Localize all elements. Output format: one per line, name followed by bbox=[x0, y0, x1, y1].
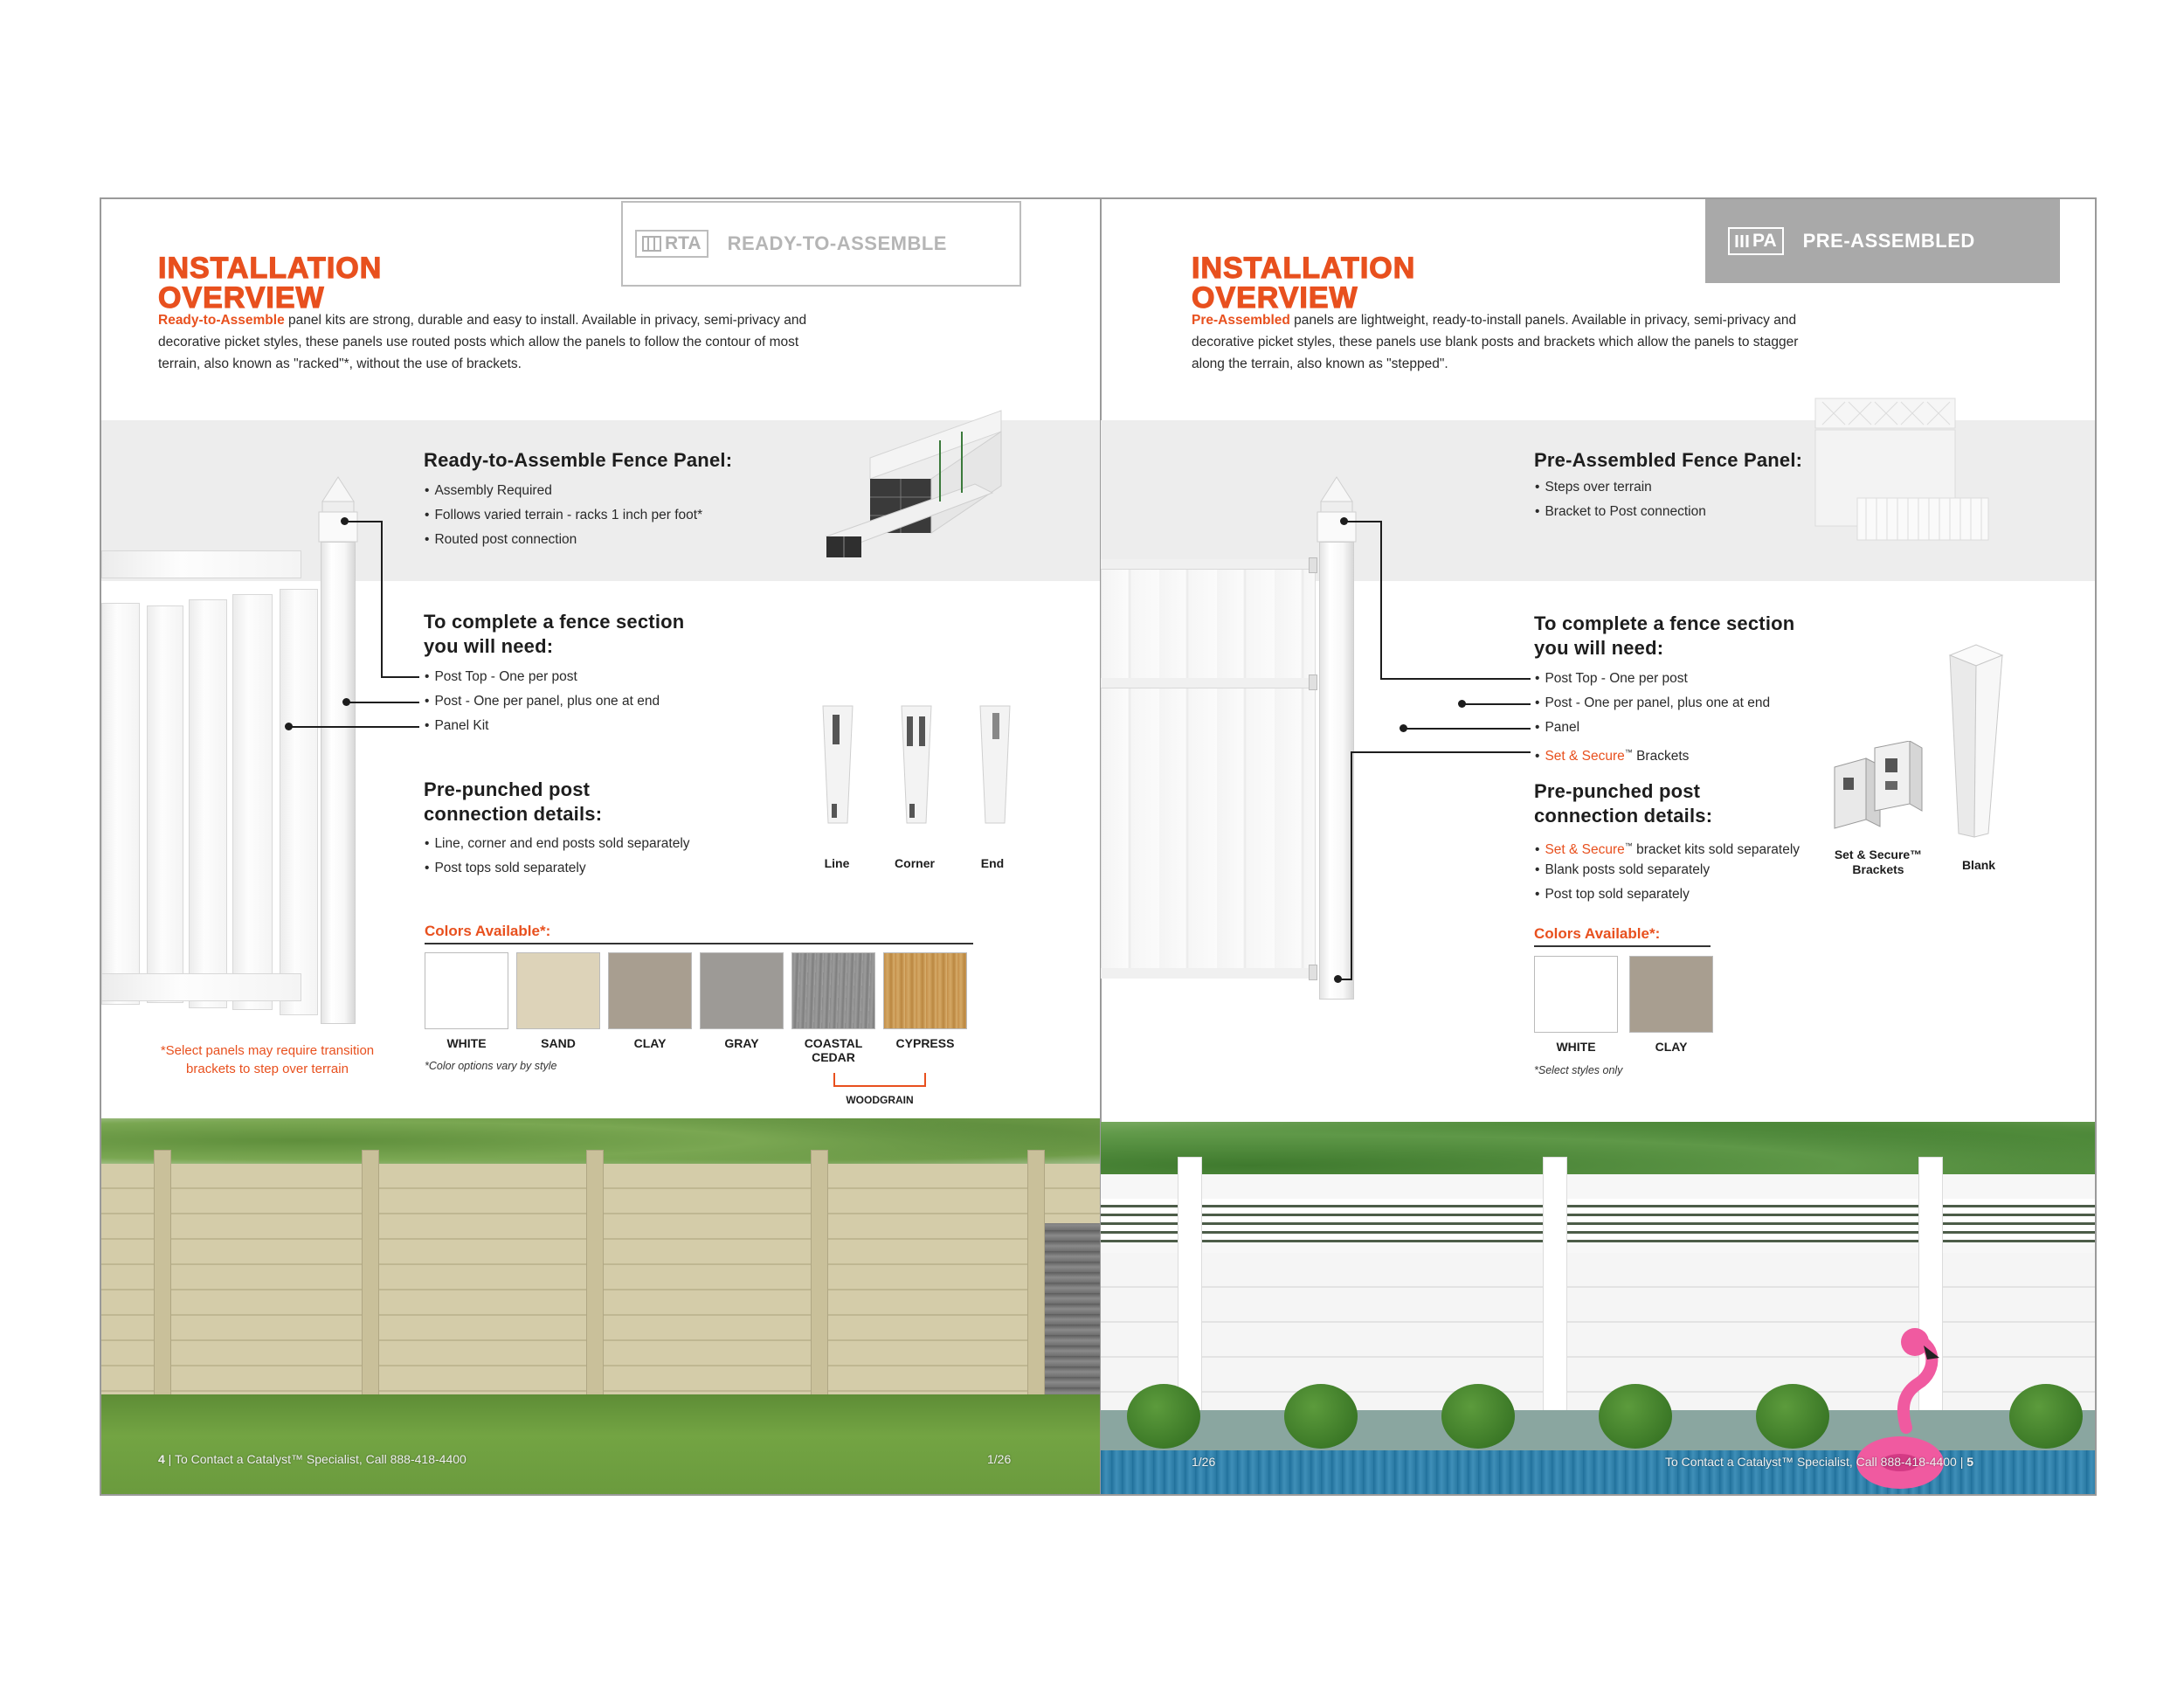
line-post-icon bbox=[823, 706, 853, 823]
title-line-1: INSTALLATION bbox=[158, 252, 383, 285]
section-heading-line-1: To complete a fence section bbox=[1534, 612, 1795, 634]
select-styles-note: *Select styles only bbox=[1534, 1064, 1623, 1076]
panel-heading: Pre-Assembled Fence Panel: bbox=[1534, 449, 1803, 471]
swatch-cypress bbox=[883, 952, 967, 1029]
colors-heading: Colors Available*: bbox=[1534, 925, 1661, 942]
panel-bullet: • Routed post connection bbox=[425, 528, 702, 552]
pa-post bbox=[1319, 542, 1354, 1000]
left-page bbox=[101, 199, 1101, 1494]
panel-bullet: • Assembly Required bbox=[425, 479, 702, 503]
swatch-label: CLAY bbox=[633, 1036, 667, 1050]
prepunched-bullet: • Line, corner and end posts sold separately bbox=[425, 832, 690, 856]
prepunched-heading-line-1: Pre-punched post bbox=[424, 778, 591, 800]
blank-post-label: Blank bbox=[1961, 858, 1996, 872]
swatch-label: COASTAL CEDAR bbox=[804, 1036, 863, 1064]
swatch-clay bbox=[1629, 956, 1713, 1033]
blank-post-icon bbox=[1939, 643, 2018, 844]
prepunched-heading bbox=[424, 778, 602, 827]
panel-bullets bbox=[1535, 475, 1706, 524]
intro-highlight: Pre-Assembled bbox=[1192, 313, 1290, 328]
terrain-note: *Select panels may require transition brackets to step over terrain bbox=[160, 1043, 375, 1076]
footer-date: 1/26 bbox=[1192, 1455, 1216, 1469]
prepunched-heading bbox=[1534, 779, 1712, 828]
colors-heading: Colors Available*: bbox=[425, 923, 551, 939]
title-line-2: OVERVIEW bbox=[1192, 281, 1358, 315]
prepunched-heading-line-1: Pre-punched post bbox=[1534, 780, 1701, 802]
rta-badge-label: READY-TO-ASSEMBLE bbox=[727, 232, 947, 254]
white-fence-pool-photo bbox=[1101, 1122, 2097, 1494]
panel-kit-box-illustration bbox=[818, 405, 1019, 563]
swatch-label: SAND bbox=[541, 1036, 576, 1050]
routed-posts-illustration bbox=[816, 701, 1026, 832]
right-page bbox=[1101, 199, 2097, 1494]
rta-badge-abbr bbox=[635, 230, 708, 258]
rta-post bbox=[321, 542, 356, 1024]
intro-highlight: Ready-to-Assemble bbox=[158, 313, 285, 328]
section-bullet: • Post Top - One per post bbox=[1535, 667, 1770, 691]
footer-contact: | To Contact a Catalyst™ Specialist, Call 888-418-4400 bbox=[164, 1452, 467, 1466]
section-heading-line-1: To complete a fence section bbox=[424, 611, 685, 633]
right-footer bbox=[1665, 1455, 1973, 1469]
left-footer bbox=[158, 1452, 467, 1466]
section-bullet: • Post - One per panel, plus one at end bbox=[425, 689, 660, 714]
intro-line-3: terrain, also known as "racked"*, without the use of brackets. bbox=[158, 356, 522, 371]
corner-post-icon bbox=[902, 706, 931, 823]
section-bullet: • Panel bbox=[1535, 716, 1770, 740]
title-line-1: INSTALLATION bbox=[1192, 252, 1416, 285]
prepunched-bullet: • Post top sold separately bbox=[1535, 882, 1800, 907]
page-title bbox=[158, 253, 382, 313]
prepunched-heading-line-2: connection details: bbox=[424, 803, 603, 825]
footer-contact: To Contact a Catalyst™ Specialist, Call 888-418-4400 | bbox=[1665, 1455, 1967, 1469]
post-cap-icon bbox=[1315, 475, 1358, 545]
swatch-coastal-cedar bbox=[791, 952, 875, 1029]
intro-paragraph bbox=[1192, 309, 1960, 375]
rta-abbr-text: RTA bbox=[665, 233, 702, 253]
prepunched-bullets bbox=[425, 832, 690, 881]
section-bullet: • Post Top - One per post bbox=[425, 665, 660, 689]
intro-line-3: along the terrain, also known as "stepped". bbox=[1192, 356, 1448, 371]
section-heading-line-2: you will need: bbox=[1534, 637, 1664, 659]
color-note: *Color options vary by style bbox=[425, 1060, 557, 1072]
swatch-label: WHITE bbox=[1556, 1040, 1596, 1054]
post-cap-icon bbox=[316, 475, 360, 545]
end-post-label: End bbox=[980, 856, 1005, 870]
swatch-sand bbox=[516, 952, 600, 1029]
section-bullet: • Post - One per panel, plus one at end bbox=[1535, 691, 1770, 716]
panel-bullet: • Steps over terrain bbox=[1535, 475, 1706, 500]
panel-bullet: • Bracket to Post connection bbox=[1535, 500, 1706, 524]
panel-bullets bbox=[425, 479, 702, 552]
page-title bbox=[1192, 253, 1415, 313]
intro-paragraph bbox=[158, 309, 944, 375]
page-number: 4 bbox=[158, 1452, 165, 1466]
swatch-white bbox=[425, 952, 508, 1029]
intro-line-1: panel kits are strong, durable and easy to install. Available in privacy, semi-privacy and bbox=[284, 313, 807, 328]
rta-kit-icon bbox=[642, 236, 661, 252]
colors-rule bbox=[425, 943, 973, 944]
pa-badge-abbr bbox=[1728, 227, 1784, 255]
corner-post-label: Corner bbox=[895, 856, 935, 870]
pa-badge-label: PRE-ASSEMBLED bbox=[1802, 230, 1975, 252]
section-bullets bbox=[425, 665, 660, 738]
swatch-gray bbox=[700, 952, 784, 1029]
swatch-white bbox=[1534, 956, 1618, 1033]
rta-badge bbox=[621, 201, 1021, 287]
title-line-2: OVERVIEW bbox=[158, 281, 325, 315]
swatch-label: CYPRESS bbox=[895, 1036, 955, 1050]
swatch-label: GRAY bbox=[724, 1036, 759, 1050]
prepunched-bullet: • Set & Secure™ bracket kits sold separately bbox=[1535, 834, 1800, 858]
section-bullet: • Set & Secure™ Brackets bbox=[1535, 740, 1770, 764]
set-and-secure-brackets-icon bbox=[1822, 741, 1927, 846]
brochure-spread bbox=[100, 197, 2097, 1496]
footer-date: 1/26 bbox=[987, 1452, 1012, 1466]
section-heading bbox=[1534, 612, 1794, 661]
panel-heading: Ready-to-Assemble Fence Panel: bbox=[424, 449, 733, 471]
end-post-icon bbox=[980, 706, 1010, 823]
colors-rule bbox=[1534, 945, 1711, 947]
pa-panel-illustration bbox=[1814, 395, 1997, 570]
section-bullets bbox=[1535, 667, 1770, 764]
pa-badge bbox=[1705, 199, 2060, 283]
swatch-clay bbox=[608, 952, 692, 1029]
pa-panel-icon bbox=[1735, 234, 1749, 248]
intro-line-2: decorative picket styles, these panels use routed posts which allow the panels to follow the contour of most bbox=[158, 335, 799, 349]
section-bullet: • Panel Kit bbox=[425, 714, 660, 738]
sand-fence-photo bbox=[101, 1118, 1101, 1494]
brackets-label: Set & Secure™ Brackets bbox=[1834, 847, 1923, 876]
prepunched-bullet: • Post tops sold separately bbox=[425, 856, 690, 881]
page-number: 5 bbox=[1966, 1455, 1974, 1469]
pa-abbr-text: PA bbox=[1752, 231, 1777, 251]
prepunched-heading-line-2: connection details: bbox=[1534, 805, 1713, 827]
section-heading-line-2: you will need: bbox=[424, 635, 554, 657]
swatch-label: CLAY bbox=[1655, 1040, 1688, 1054]
prepunched-bullet: • Blank posts sold separately bbox=[1535, 858, 1800, 882]
woodgrain-label: WOODGRAIN bbox=[846, 1094, 914, 1106]
section-heading bbox=[424, 610, 684, 659]
line-post-label: Line bbox=[824, 856, 850, 870]
panel-bullet: • Follows varied terrain - racks 1 inch per foot* bbox=[425, 503, 702, 528]
prepunched-bullets bbox=[1535, 834, 1800, 907]
swatch-label: WHITE bbox=[446, 1036, 487, 1050]
intro-line-2: decorative picket styles, these panels use blank posts and brackets which allow the panels to stagger bbox=[1192, 335, 1799, 349]
intro-line-1: panels are lightweight, ready-to-install panels. Available in privacy, semi-privacy and bbox=[1289, 313, 1797, 328]
